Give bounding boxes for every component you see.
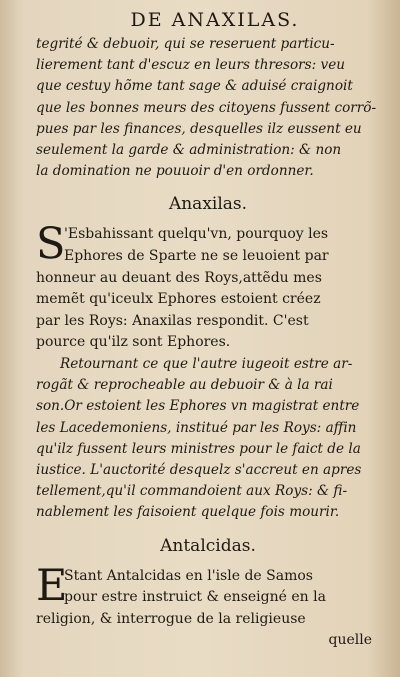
text-line: honneur au deuant des Roys,attẽdu mes — [36, 269, 322, 286]
catchword: quelle — [328, 632, 372, 649]
text-line: iustice. L'auctorité desquelz s'accreut en apres — [36, 462, 362, 478]
anecdote-paragraph — [36, 219, 380, 354]
text-line: la domination ne pouuoir d'en ordonner. — [36, 163, 314, 180]
text-line: Ephores de Sparte ne se leuoient par — [64, 248, 329, 265]
text-line: 'Esbahissant quelqu'vn, pourquoy les — [64, 226, 329, 243]
drop-cap: S — [36, 219, 66, 270]
text-line: qu'ilz fussent leurs ministres pour le faict de la — [36, 440, 361, 457]
text-line: que cestuy hõme tant sage & aduisé craignoit — [36, 78, 353, 95]
text-line: memẽt qu'iceulx Ephores estoient créez — [36, 291, 321, 308]
text-line: tellement,qu'il commandoient aux Roys: & fi- — [36, 483, 348, 500]
text-line: seulement la garde & administration: & non — [36, 142, 342, 159]
text-line: par les Roys: Anaxilas respondit. C'est — [36, 312, 309, 329]
text-line: Retournant ce que l'autre iugeoit estre ar- — [60, 355, 353, 372]
text-line: Stant Antalcidas en l'isle de Samos — [64, 567, 313, 584]
commentary-paragraph — [36, 354, 380, 524]
text-line: que les bonnes meurs des citoyens fussent corrõ- — [36, 99, 377, 116]
text-line: lierement tant d'escuz en leurs thresors: veu — [36, 57, 346, 74]
text-line: pource qu'ilz sont Ephores. — [36, 334, 231, 351]
section-heading-antalcidas: Antalcidas. — [160, 535, 256, 556]
continuation-paragraph — [36, 34, 380, 182]
text-line: nablement les faisoient quelque fois mourir. — [36, 504, 340, 521]
text-line: rogãt & reprocheable au debuoir & à la rai — [36, 377, 333, 394]
text-line: pues par les finances, desquelles ilz eussent eu — [36, 120, 362, 137]
text-line: son.Or estoient les Ephores vn magistrat entre — [36, 398, 360, 415]
text-line: tegrité & debuoir, qui se reseruent particu- — [36, 36, 335, 52]
section-heading-anaxilas: Anaxilas. — [168, 194, 248, 215]
drop-cap: E — [36, 560, 68, 611]
running-head: DE ANAXILAS. — [130, 9, 300, 31]
antalcidas-paragraph — [36, 560, 380, 652]
text-line: les Lacedemoniens, institué par les Roys: affin — [36, 419, 357, 436]
text-line: religion, & interrogue de la religieuse — [36, 610, 306, 627]
text-line: pour estre instruict & enseigné en la — [64, 589, 326, 606]
